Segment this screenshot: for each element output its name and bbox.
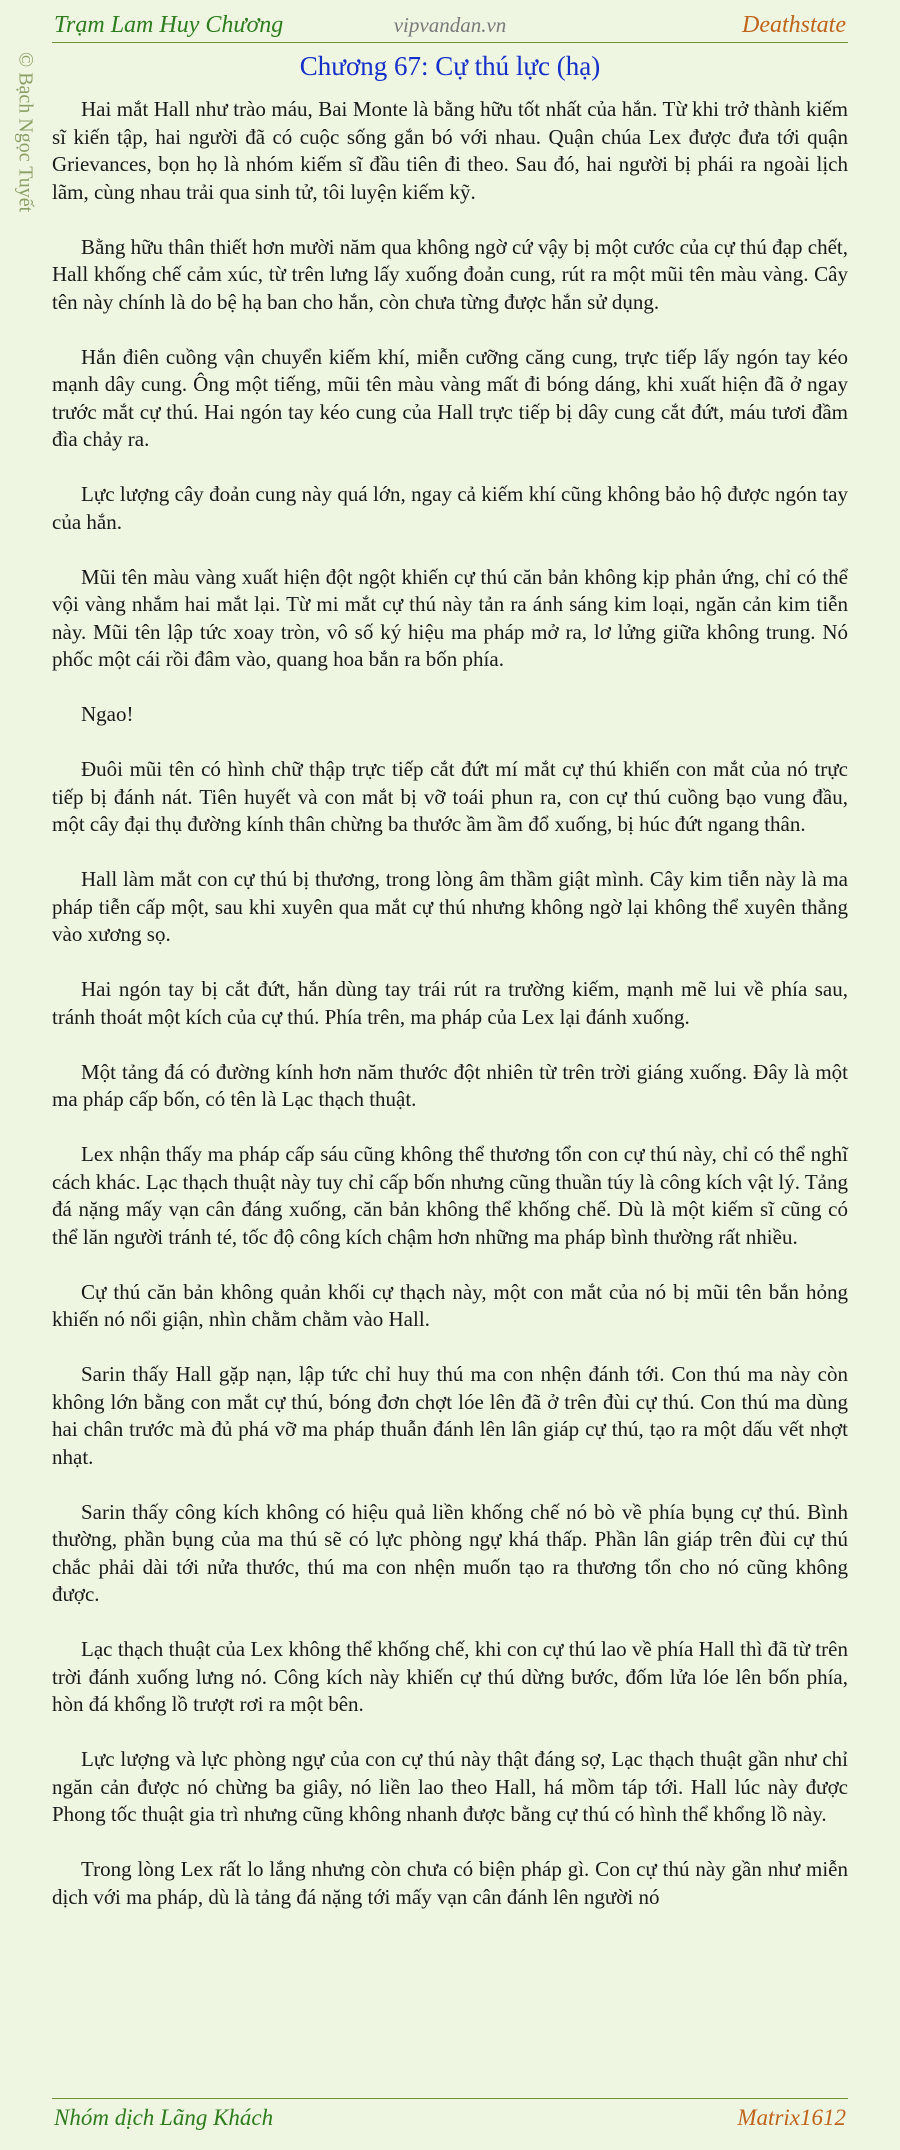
body-paragraph: Lực lượng cây đoản cung này quá lớn, ngay cả kiếm khí cũng không bảo hộ được ngón tay của hắn. (52, 482, 848, 534)
body-paragraph: Hắn điên cuồng vận chuyển kiếm khí, miễn cưỡng căng cung, trực tiếp lấy ngón tay kéo mạnh dây cung. Ông một tiếng, mũi tên màu vàng mất đi bóng dáng, khi xuất hiện đã ở ngay trước mắt cự thú. Hai ngón tay kéo cung của Hall trực tiếp bị dây cung cắt đứt, máu tươi đầm đìa chảy ra. (52, 344, 848, 451)
body-paragraph: Bằng hữu thân thiết hơn mười năm qua không ngờ cứ vậy bị một cước của cự thú đạp chết, Hall khống chế cảm xúc, từ trên lưng lấy xuống đoản cung, rút ra một mũi tên màu vàng. Cây tên này chính là do bệ hạ ban cho hắn, còn chưa từng được hắn sử dụng. (52, 234, 848, 314)
side-watermark (8, 52, 42, 262)
body-paragraph: Lạc thạch thuật của Lex không thể khống chế, khi con cự thú lao về phía Hall thì đã từ trên trời đánh xuống lưng nó. Công kích này khiến cự thú dừng bước, đốm lửa lóe lên bốn phía, hòn đá khổng lồ trượt rơi ra một bên. (52, 1637, 848, 1716)
footer-translator: Nhóm dịch Lãng Khách (54, 2105, 274, 2130)
body-paragraph: Sarin thấy Hall gặp nạn, lập tức chỉ huy thú ma con nhện đánh tới. Con thú ma này còn không lớn bằng con mắt cự thú, bóng đơn chợt lóe lên đã ở trên đùi cự thú. Con thú ma dùng hai chân trước mà đủ phá vỡ ma pháp thuẫn đánh lên lân giáp cự thú, tạo ra một dấu vết nhợt nhạt. (52, 1362, 848, 1469)
body-paragraph: Cự thú căn bản không quản khối cự thạch này, một con mắt của nó bị mũi tên bắn hỏng khiến nó nổi giận, nhìn chằm chằm vào Hall. (52, 1279, 848, 1331)
body-paragraph: Ngao! (81, 702, 134, 726)
page-footer (52, 2098, 848, 2141)
body-paragraph: Hai mắt Hall như trào máu, Bai Monte là bằng hữu tốt nhất của hắn. Từ khi trở thành kiếm sĩ kiến tập, hai người đã có cuộc sống gắn bó với nhau. Quận chúa Lex được đưa tới quận Grievances, bọn họ là nhóm kiếm sĩ đầu tiên đi theo. Sau đó, hai người bị phái ra ngoài lịch lãm, cùng nhau trải qua sinh tử, tôi luyện kiếm kỹ. (52, 97, 848, 204)
body-paragraph: Hall làm mắt con cự thú bị thương, trong lòng âm thầm giật mình. Cây kim tiễn này là ma pháp tiễn cấp một, sau khi xuyên qua mắt cự thú nhưng không ngờ lại không thể xuyên thẳng vào xương sọ. (52, 867, 848, 946)
body-paragraph: Đuôi mũi tên có hình chữ thập trực tiếp cắt đứt mí mắt cự thú khiến con mắt của nó trực tiếp bị đánh nát. Tiên huyết và con mắt bị vỡ toái phun ra, con cự thú cuồng bạo vung đầu, một cây đại thụ đường kính thân chừng ba thước ầm ầm đổ xuống, bị húc đứt ngang thân. (52, 757, 848, 836)
header-url: vipvandan.vn (393, 13, 507, 37)
chapter-title: Chương 67: Cự thú lực (hạ) (299, 51, 601, 81)
body-paragraph: Hai ngón tay bị cắt đứt, hắn dùng tay trái rút ra trường kiếm, mạnh mẽ lui về phía sau, tránh thoát một kích của cự thú. Phía trên, ma pháp của Lex lại đánh xuống. (52, 977, 848, 1029)
body-paragraph: Mũi tên màu vàng xuất hiện đột ngột khiến cự thú căn bản không kịp phản ứng, chỉ có thể vội vàng nhắm hai mắt lại. Từ mi mắt cự thú này tản ra ánh sáng kim loại, ngăn cản kim tiễn này. Mũi tên lập tức xoay tròn, vô số ký hiệu ma pháp mở ra, lơ lửng giữa không trung. Nó phốc một cái rồi đâm vào, quang hoa bắn ra bốn phía. (52, 564, 848, 671)
body-paragraph: Lex nhận thấy ma pháp cấp sáu cũng không thể thương tổn con cự thú này, chỉ có thể nghĩ cách khác. Lạc thạch thuật này tuy chỉ cấp bốn nhưng cũng thuần túy là công kích vật lý. Tảng đá nặng mấy vạn cân đáng xuống, căn bản không thể khống chế. Dù là một kiếm sĩ cũng có thể lăn người tránh té, tốc độ công kích chậm hơn những ma pháp bình thường rất nhiều. (52, 1142, 848, 1249)
chapter-body (52, 96, 848, 1939)
page-header (52, 8, 848, 43)
header-author: Deathstate (742, 12, 846, 38)
body-paragraph: Trong lòng Lex rất lo lắng nhưng còn chưa có biện pháp gì. Con cự thú này gần như miễn dịch với ma pháp, dù là tảng đá nặng tới mấy vạn cân đánh lên người nó (52, 1857, 848, 1909)
body-paragraph: Lực lượng và lực phòng ngự của con cự thú này thật đáng sợ, Lạc thạch thuật gần như chỉ ngăn cản được nó chừng ba giây, nó liền lao theo Hall, há mồm táp tới. Hall lúc này được Phong tốc thuật gia trì nhưng cũng không nhanh được bằng cự thú có hình thể khổng lồ này. (52, 1747, 848, 1826)
header-site-name: Trạm Lam Huy Chương (54, 12, 284, 38)
footer-editor: Matrix1612 (737, 2105, 846, 2130)
body-paragraph: Một tảng đá có đường kính hơn năm thước đột nhiên từ trên trời giáng xuống. Đây là một ma pháp cấp bốn, có tên là Lạc thạch thuật. (52, 1059, 848, 1111)
watermark-text: © Bạch Ngọc Tuyết (14, 52, 37, 213)
body-paragraph: Sarin thấy công kích không có hiệu quả liền khống chế nó bò về phía bụng cự thú. Bình thường, phần bụng của ma thú sẽ có lực phòng ngự khá thấp. Phần lân giáp trên đùi cự thú chắc phải dài tới nửa thước, thú ma con nhện muốn tạo ra thương tổn cho nó cũng không được. (52, 1499, 848, 1606)
